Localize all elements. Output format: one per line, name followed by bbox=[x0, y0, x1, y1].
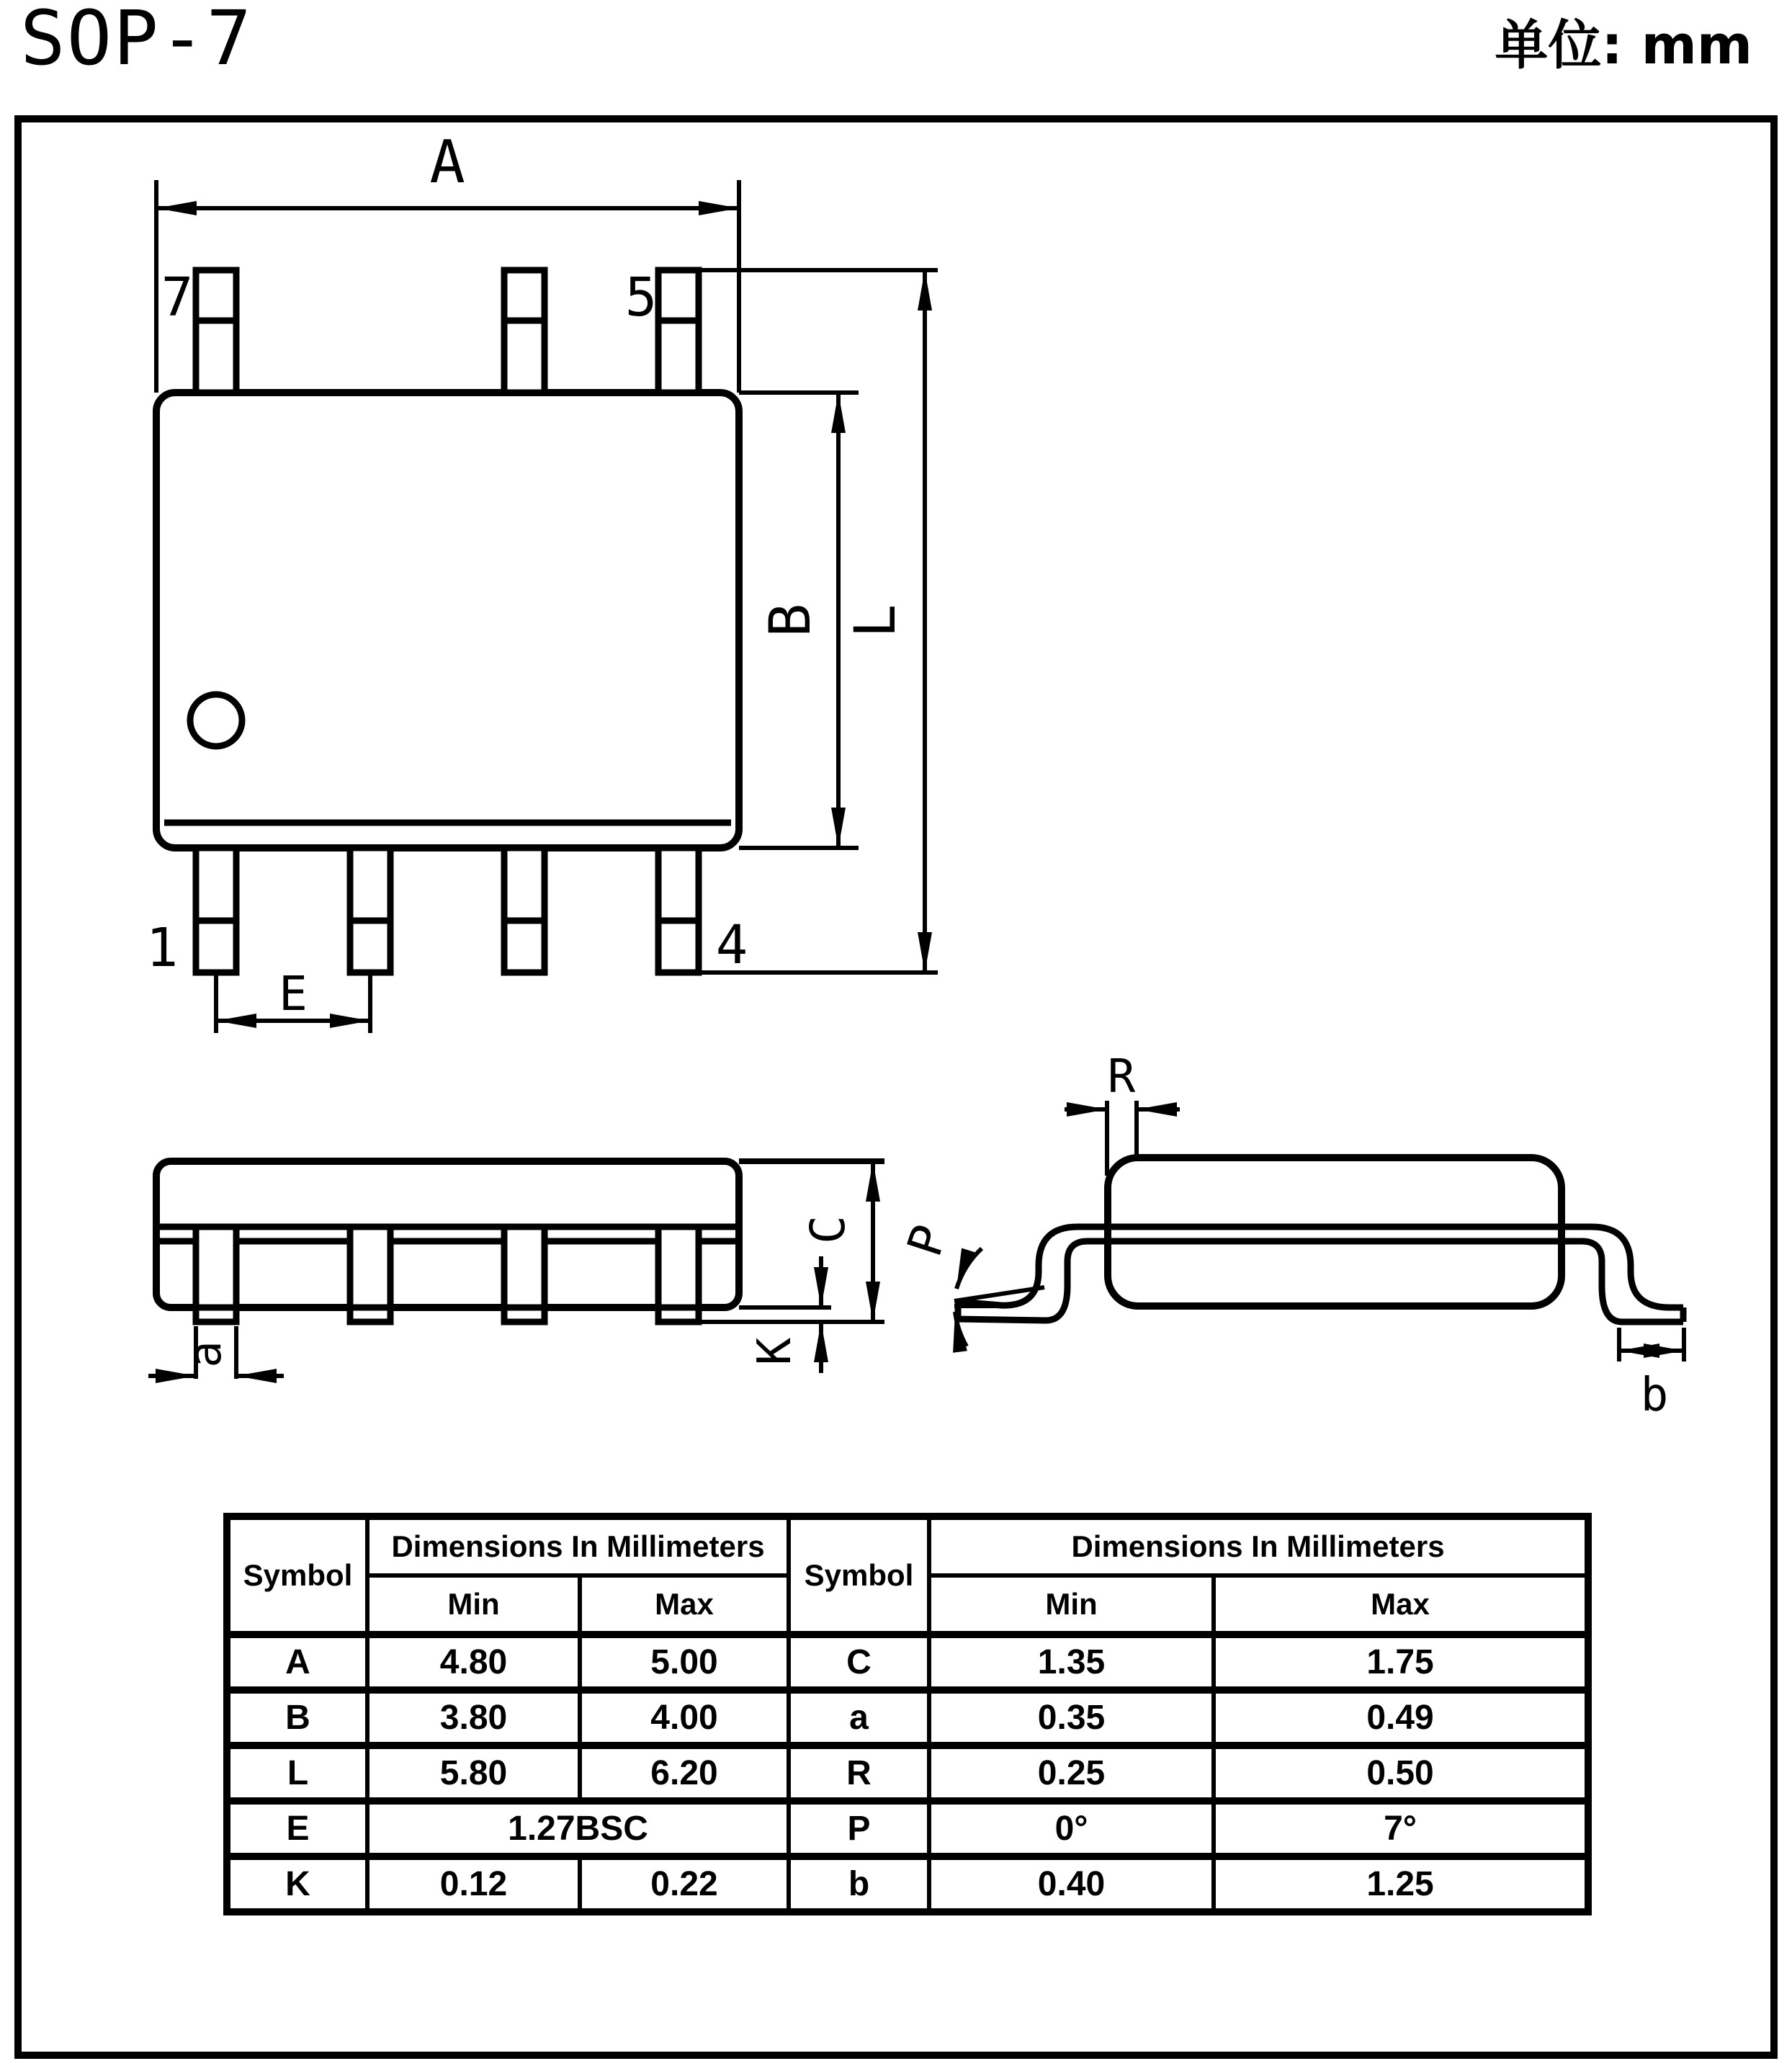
pin1-indicator-dot bbox=[190, 694, 242, 746]
table-row bbox=[227, 1635, 1588, 1690]
dim-R-label: R bbox=[1107, 1050, 1136, 1104]
end-view bbox=[897, 1050, 1684, 1422]
max-cell: 7° bbox=[1214, 1801, 1588, 1856]
min-cell: 0.25 bbox=[929, 1745, 1214, 1801]
pin-outline bbox=[658, 270, 699, 393]
min-cell: 0° bbox=[929, 1801, 1214, 1856]
pin-outline bbox=[658, 848, 699, 973]
min-cell: 0.40 bbox=[929, 1856, 1214, 1912]
max-cell: 5.00 bbox=[580, 1635, 789, 1690]
col-header-symbol-left: Symbol bbox=[227, 1516, 367, 1635]
table-row bbox=[227, 1690, 1588, 1745]
symbol-cell: B bbox=[227, 1690, 367, 1745]
pin-outline bbox=[196, 270, 236, 393]
left-lead-inner bbox=[958, 1241, 1108, 1320]
symbol-cell: E bbox=[227, 1801, 367, 1856]
dim-b-label: b bbox=[1640, 1369, 1669, 1422]
col-header-dims-right: Dimensions In Millimeters bbox=[929, 1516, 1588, 1575]
min-cell: 1.35 bbox=[929, 1635, 1214, 1690]
dimension-table bbox=[223, 1513, 1592, 1915]
max-cell: 1.25 bbox=[1214, 1856, 1588, 1912]
pin4-label: 4 bbox=[715, 914, 748, 976]
min-cell: 3.80 bbox=[367, 1690, 580, 1745]
symbol-cell: L bbox=[227, 1745, 367, 1801]
col-header-min-right: Min bbox=[929, 1575, 1214, 1635]
dim-P-label: P bbox=[896, 1218, 959, 1263]
symbol-cell: C bbox=[789, 1635, 929, 1690]
symbol-cell: K bbox=[227, 1856, 367, 1912]
page-title: SOP-7 bbox=[20, 0, 254, 82]
unit-label: 单位: mm bbox=[1495, 14, 1752, 76]
max-cell: 0.22 bbox=[580, 1856, 789, 1912]
pin7-label: 7 bbox=[161, 267, 194, 328]
table-row bbox=[227, 1745, 1588, 1801]
front-view bbox=[148, 1161, 884, 1379]
symbol-cell: P bbox=[789, 1801, 929, 1856]
dim-B-label: B bbox=[758, 603, 823, 638]
col-header-symbol-right: Symbol bbox=[789, 1516, 929, 1635]
dim-b bbox=[1619, 1328, 1684, 1362]
dim-E-label: E bbox=[279, 966, 308, 1021]
min-cell: 0.12 bbox=[367, 1856, 580, 1912]
max-cell: 0.49 bbox=[1214, 1690, 1588, 1745]
dim-L-label: L bbox=[843, 604, 908, 638]
col-header-max-right: Max bbox=[1214, 1575, 1588, 1635]
table-row bbox=[227, 1801, 1588, 1856]
dim-P-arc-upper bbox=[957, 1248, 982, 1289]
col-header-max-left: Max bbox=[580, 1575, 789, 1635]
dim-K-label: K bbox=[748, 1337, 802, 1366]
pin-outline bbox=[196, 848, 236, 973]
min-cell: 0.35 bbox=[929, 1690, 1214, 1745]
symbol-cell: A bbox=[227, 1635, 367, 1690]
col-header-min-left: Min bbox=[367, 1575, 580, 1635]
max-cell: 1.75 bbox=[1214, 1635, 1588, 1690]
col-header-dims-left: Dimensions In Millimeters bbox=[367, 1516, 789, 1575]
pin-outline bbox=[504, 848, 545, 973]
min-cell: 4.80 bbox=[367, 1635, 580, 1690]
min-cell: 5.80 bbox=[367, 1745, 580, 1801]
max-cell: 4.00 bbox=[580, 1690, 789, 1745]
dim-C-label: C bbox=[800, 1215, 856, 1244]
span-value-cell: 1.27BSC bbox=[367, 1801, 789, 1856]
symbol-cell: R bbox=[789, 1745, 929, 1801]
table-row bbox=[227, 1856, 1588, 1912]
package-body-top bbox=[156, 393, 739, 848]
package-body-front bbox=[156, 1161, 739, 1307]
symbol-cell: a bbox=[789, 1690, 929, 1745]
dim-a-label: a bbox=[179, 1341, 231, 1368]
top-view bbox=[146, 128, 938, 1033]
pin1-label: 1 bbox=[145, 917, 179, 979]
pin5-label: 5 bbox=[624, 267, 658, 328]
max-cell: 6.20 bbox=[580, 1745, 789, 1801]
symbol-cell: b bbox=[789, 1856, 929, 1912]
max-cell: 0.50 bbox=[1214, 1745, 1588, 1801]
pin-outline bbox=[504, 270, 545, 393]
pin-outline bbox=[350, 848, 390, 973]
dim-A-label: A bbox=[429, 128, 465, 197]
package-body-end bbox=[1108, 1158, 1562, 1306]
